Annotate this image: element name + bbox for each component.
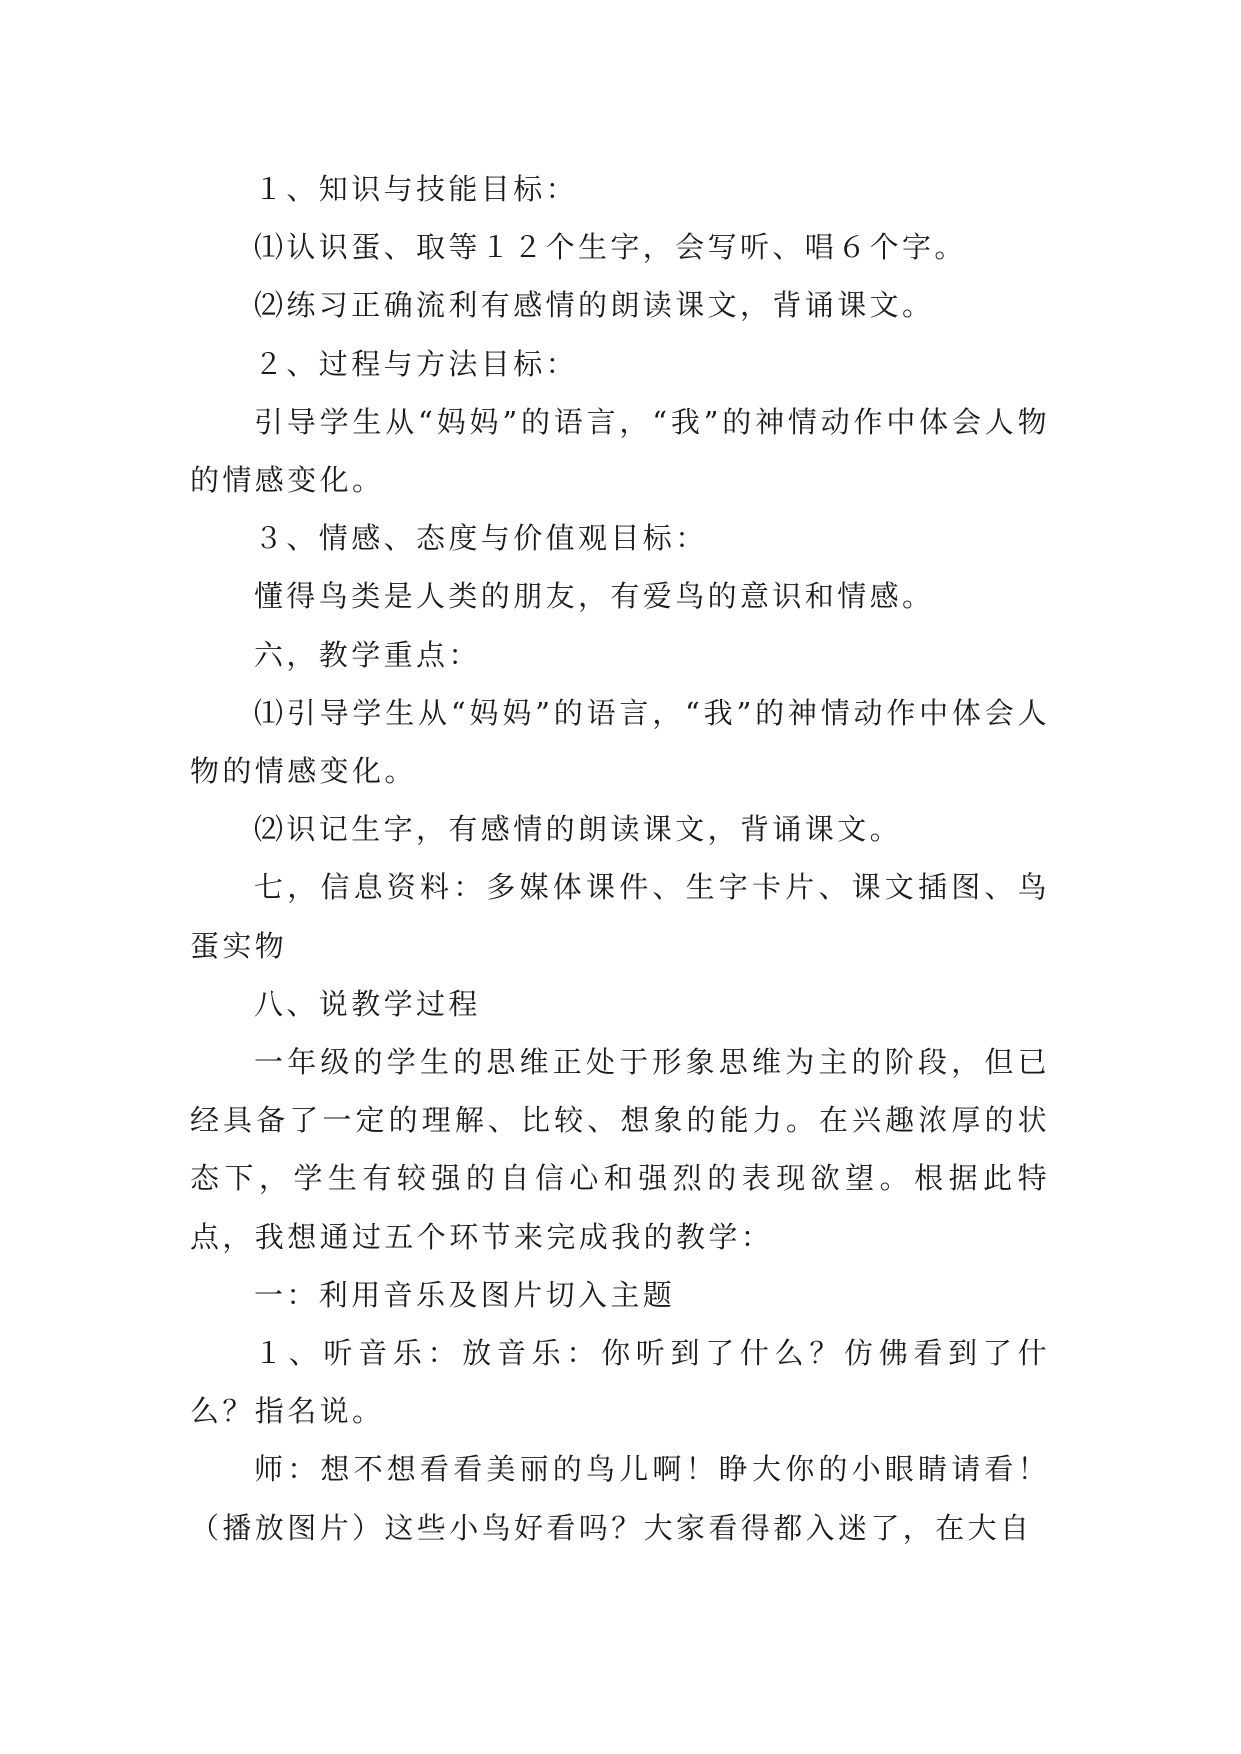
teaching-process-heading: 八、说教学过程	[254, 986, 481, 1021]
key-points-heading: 六，教学重点：	[254, 637, 481, 672]
step-one-heading: 一：利用音乐及图片切入主题	[254, 1277, 676, 1312]
goal-emotion-text: 懂得鸟类是人类的朋友，有爱鸟的意识和情感。	[254, 579, 935, 614]
teaching-process-intro: 一年级的学生的思维正处于形象思维为主的阶段，但已经具备了一定的理解、比较、想象的能力。在兴趣浓厚的状态下，学生有较强的自信心和强烈的表现欲望。根据此特点，我想通过五个环节来完成我的教学：	[190, 1045, 1050, 1254]
materials-paragraph: 七，信息资料：多媒体课件、生字卡片、课文插图、鸟蛋实物	[190, 870, 1050, 963]
teacher-dialogue-paragraph: 师：想不想看看美丽的鸟儿啊！睁大你的小眼睛请看！（播放图片）这些小鸟好看吗？大家看得都入迷了，在大自	[190, 1452, 1050, 1545]
listen-music-paragraph: １、听音乐：放音乐：你听到了什么？仿佛看到了什么？指名说。	[190, 1336, 1050, 1429]
goal-knowledge-heading: １、知识与技能目标：	[254, 172, 579, 206]
key-point-item-2: ⑵识记生字，有感情的朗读课文，背诵课文。	[254, 812, 903, 847]
goal-process-heading: ２、过程与方法目标：	[254, 346, 579, 381]
goal-process-text: 引导学生从“妈妈”的语言，“我”的神情动作中体会人物的情感变化。	[190, 404, 1050, 498]
goal-emotion-heading: ３、情感、态度与价值观目标：	[254, 521, 708, 556]
goal-knowledge-item-2: ⑵练习正确流利有感情的朗读课文，背诵课文。	[254, 288, 935, 323]
document-body	[190, 160, 1050, 1557]
key-point-item-1: ⑴引导学生从“妈妈”的语言，“我”的神情动作中体会人物的情感变化。	[190, 695, 1050, 789]
goal-knowledge-item-1: ⑴认识蛋、取等１２个生字，会写听、唱６个字。	[254, 230, 967, 265]
